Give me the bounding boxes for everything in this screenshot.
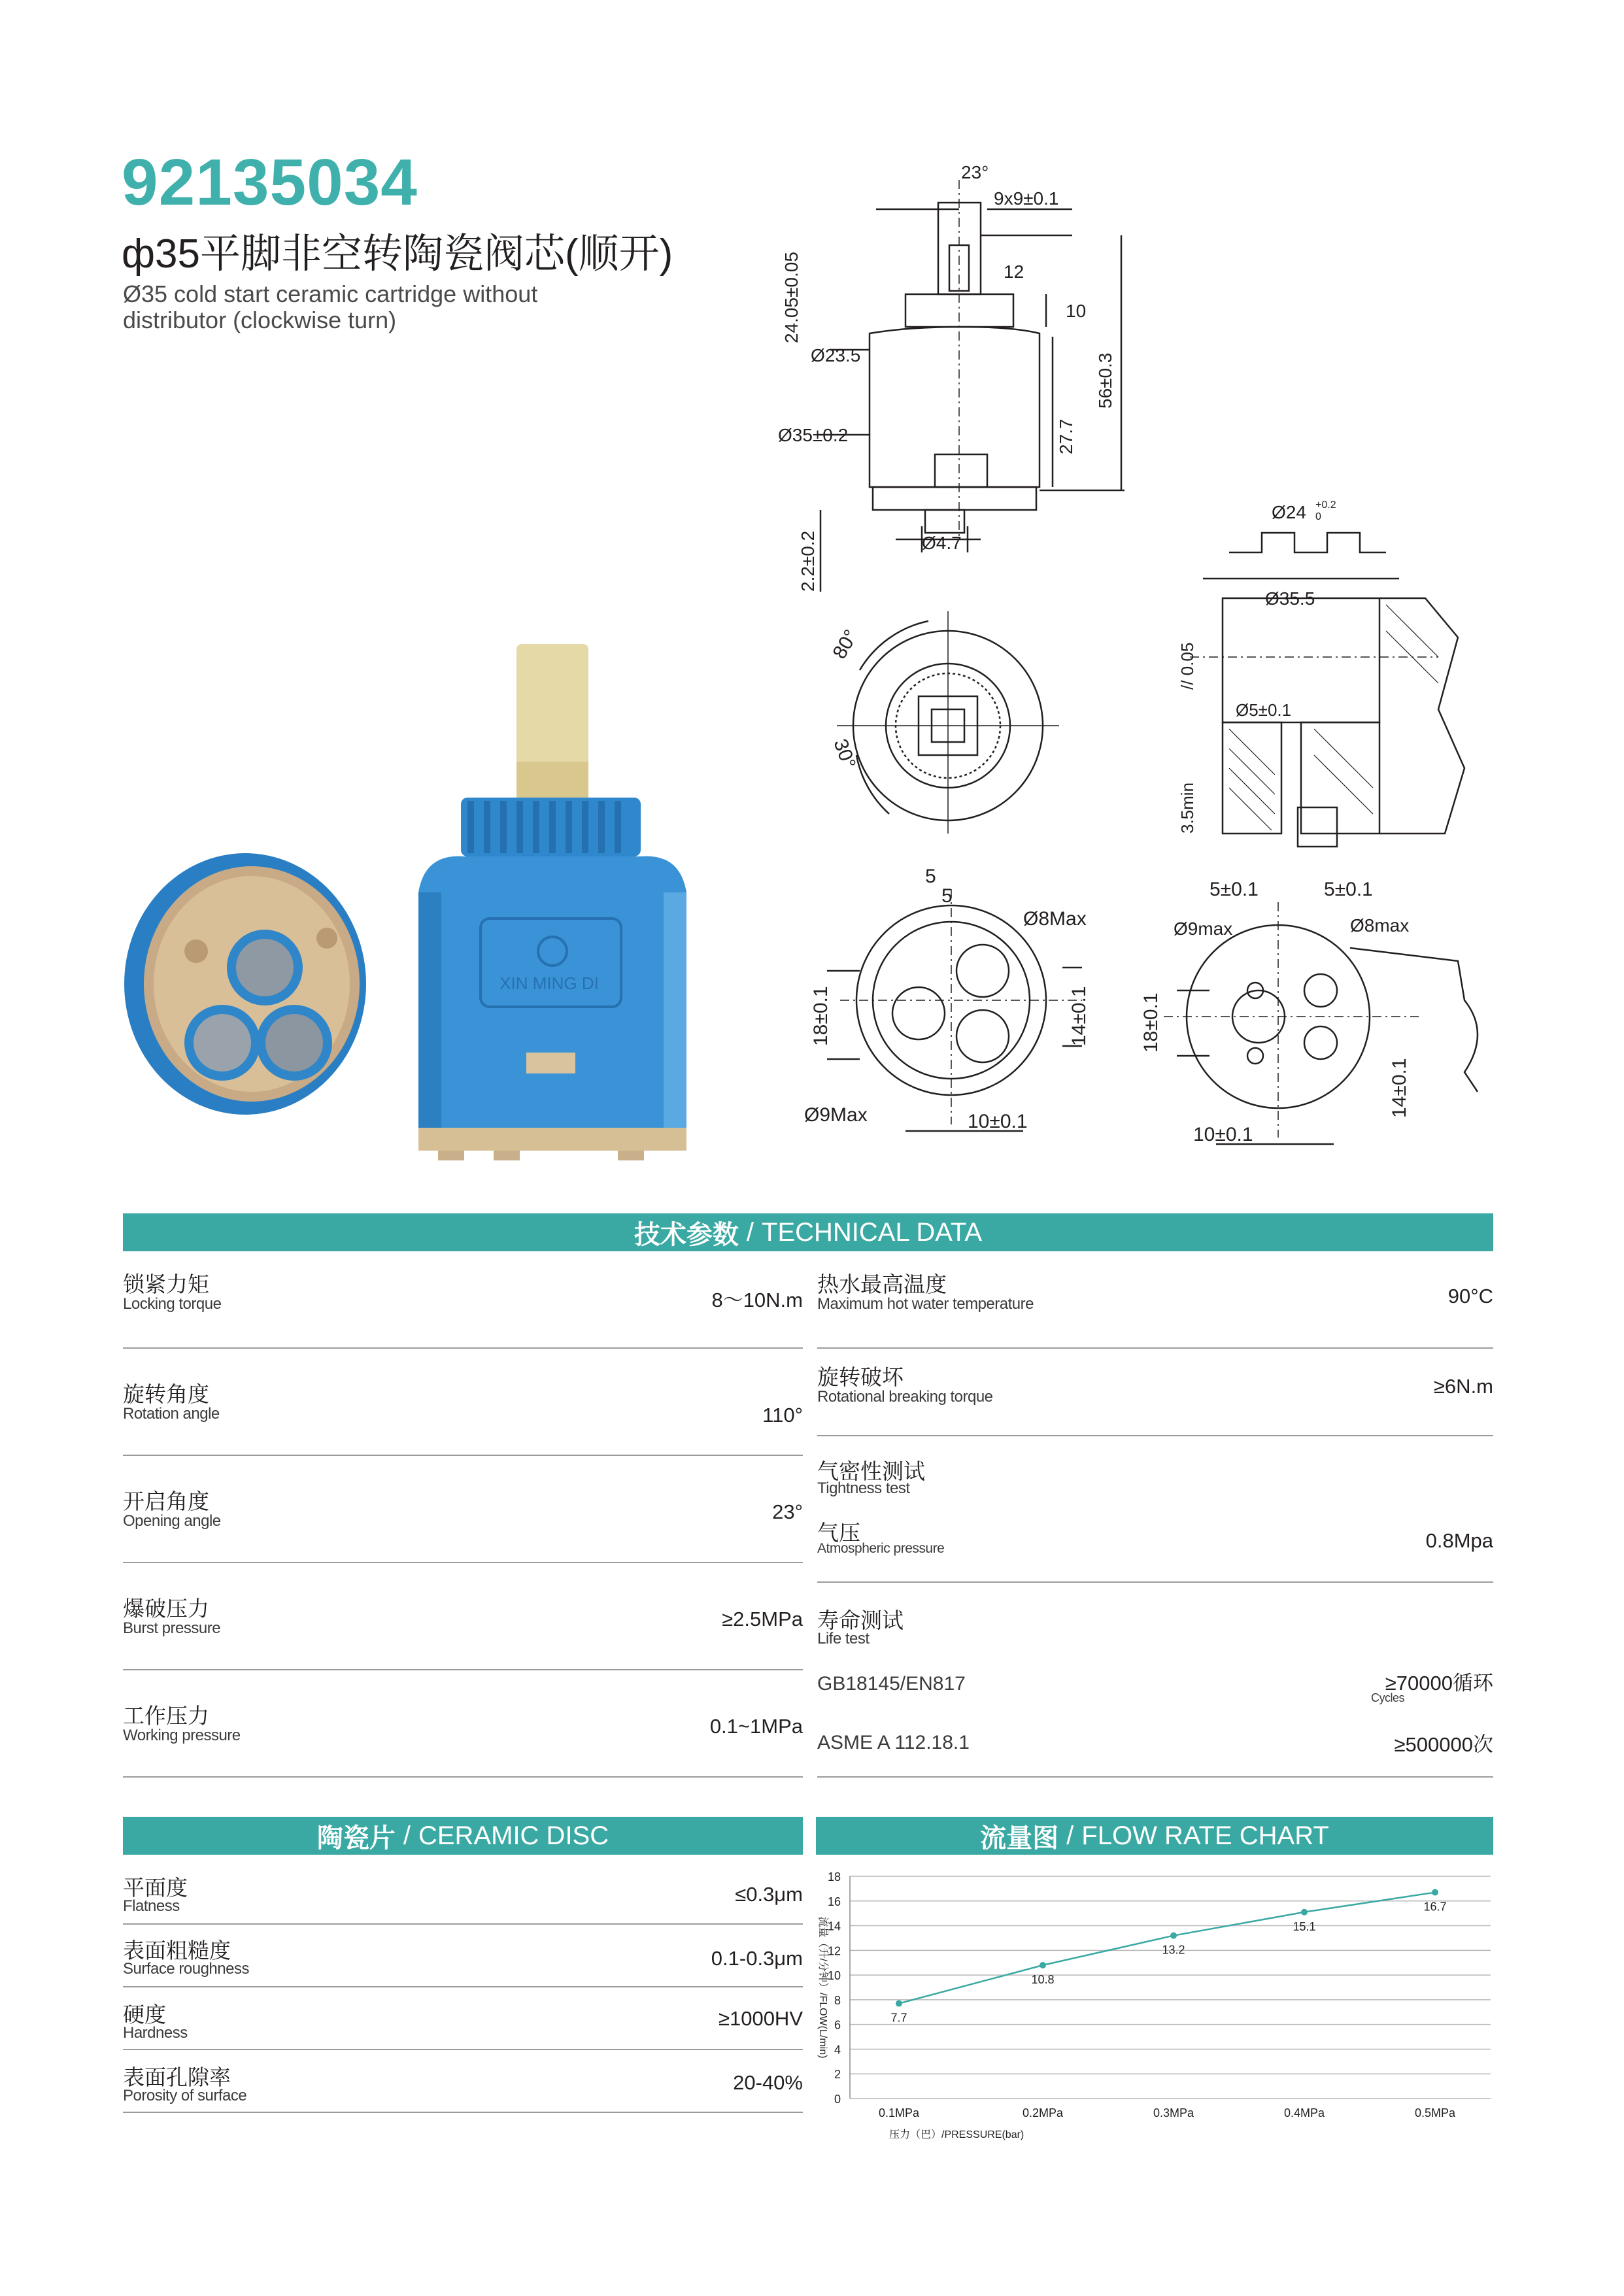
- seat-bottom-drawing: [1138, 876, 1517, 1151]
- product-photo: [118, 644, 719, 1160]
- dim-seat-w10: 10±0.1: [1193, 1124, 1253, 1145]
- dim-h18: 18±0.1: [810, 986, 832, 1046]
- dim-w10: 10±0.1: [968, 1111, 1028, 1132]
- tech-label-en: Burst pressure: [123, 1619, 221, 1637]
- dim-h10: 10: [1066, 301, 1087, 321]
- tech-label-cn: 工作压力: [123, 1704, 209, 1728]
- dim-h14: 14±0.1: [1068, 986, 1090, 1046]
- tech-value: 110°: [762, 1404, 803, 1427]
- ceramic-row-flatness: [123, 1859, 803, 1925]
- y-tick-label: 6: [834, 2018, 841, 2032]
- product-title-en: Ø35 cold start ceramic cartridge without distributor (clockwise turn): [123, 280, 538, 333]
- tech-value: 23°: [772, 1500, 803, 1523]
- flow-rate-chart: [811, 1857, 1497, 2144]
- life-value-2: ≥500000次: [1394, 1733, 1493, 1756]
- brand-text: XIN MING DI: [499, 973, 599, 993]
- tech-label-en: Rotational breaking torque: [817, 1388, 993, 1406]
- y-tick-label: 4: [834, 2043, 841, 2057]
- tech-label-en: Maximum hot water temperature: [817, 1295, 1034, 1313]
- dim-seat-5b: 5±0.1: [1324, 879, 1373, 900]
- dim-d9max: Ø9Max: [804, 1104, 868, 1126]
- x-tick-label: 0.3MPa: [1153, 2106, 1194, 2119]
- flow-point: [1432, 1889, 1438, 1896]
- tech-label-cn: 爆破压力: [123, 1596, 209, 1621]
- technical-title-cn: 技术参数: [634, 1220, 739, 1249]
- dim-d24: Ø24: [1272, 502, 1306, 522]
- tech-label-en: Working pressure: [123, 1727, 241, 1744]
- dim-min: 3.5min: [1177, 782, 1197, 834]
- y-tick-label: 16: [827, 1895, 841, 1908]
- y-tick-label: 14: [827, 1919, 841, 1933]
- tech-label-cn: 气密性测试: [817, 1459, 925, 1483]
- tech-label-en: Opening angle: [123, 1512, 221, 1530]
- y-tick-label: 10: [827, 1969, 841, 1983]
- tech-row-breaking-torque: [817, 1349, 1493, 1436]
- ceramic-value: 0.1-0.3μm: [711, 1947, 803, 1970]
- dim-seat-d9: Ø9max: [1174, 919, 1233, 939]
- y-tick-label: 2: [834, 2068, 841, 2082]
- tech-label-cn: 寿命测试: [817, 1608, 904, 1632]
- ceramic-label-en: Flatness: [123, 1897, 180, 1915]
- ceramic-row-hardness: [123, 1987, 803, 2050]
- flow-chart-header: 流量图 / FLOW RATE CHART: [816, 1817, 1493, 1855]
- ceramic-label-cn: 表面粗糙度: [123, 1938, 231, 1963]
- tech-value: 0.8Mpa: [1425, 1529, 1493, 1552]
- tech-label-en: Rotation angle: [123, 1405, 220, 1423]
- model-number: 92135034: [122, 146, 418, 219]
- flow-title-cn: 流量图: [980, 1823, 1059, 1853]
- flow-point: [1040, 1962, 1046, 1968]
- dim-flatness: // 0.05: [1177, 642, 1197, 690]
- ceramic-value: ≤0.3μm: [735, 1883, 803, 1906]
- tech-row-opening-angle: [123, 1456, 803, 1563]
- cartridge-bottom-view: [124, 853, 366, 1115]
- tech-row-locking-torque: [123, 1258, 803, 1349]
- dim-angle-30: 30°: [829, 736, 860, 772]
- tech-row-burst-pressure: [123, 1563, 803, 1670]
- ceramic-disc-header: 陶瓷片 / CERAMIC DISC: [123, 1817, 803, 1855]
- life-standard-1: GB18145/EN817: [817, 1673, 966, 1695]
- dim-pin-dia: Ø4.7: [922, 533, 962, 553]
- cartridge-side-view: [418, 644, 686, 1160]
- ceramic-value: ≥1000HV: [718, 2007, 803, 2030]
- y-tick-label: 12: [827, 1944, 841, 1958]
- ceramic-row-roughness: [123, 1925, 803, 1987]
- tech-label-cn: 热水最高温度: [817, 1272, 947, 1296]
- tech-label-en: Tightness test: [817, 1479, 910, 1497]
- y-axis-title: 流量（升/分钟）/FLOW(L/min): [817, 1916, 828, 2059]
- ceramic-label-en: Porosity of surface: [123, 2087, 247, 2104]
- technical-title-en: TECHNICAL DATA: [762, 1217, 983, 1247]
- flow-data-label: 7.7: [890, 2011, 907, 2025]
- bottom-view-drawing: [801, 850, 1115, 1144]
- dim-body-dia: Ø35±0.2: [778, 425, 849, 445]
- tech-sublabel-cn: 气压: [817, 1521, 860, 1545]
- ceramic-label-cn: 平面度: [123, 1876, 188, 1900]
- dim-h12: 12: [1004, 262, 1024, 282]
- side-elevation-drawing: [765, 147, 1157, 598]
- tech-row-rotation-angle: [123, 1349, 803, 1456]
- life-value-1: ≥70000循环: [1385, 1672, 1493, 1695]
- tech-label-cn: 旋转角度: [123, 1382, 209, 1406]
- tech-label-cn: 锁紧力矩: [123, 1272, 209, 1296]
- flow-point: [1170, 1933, 1177, 1939]
- dim-5b: 5: [941, 885, 953, 907]
- dim-seat-d8: Ø8max: [1350, 915, 1410, 936]
- top-view-drawing: [811, 592, 1072, 840]
- product-title-cn: ф35平脚非空转陶瓷阀芯(顺开): [122, 231, 673, 277]
- dim-d24-tol-up: +0.2: [1315, 499, 1336, 511]
- dim-stem-height: 24.05±0.05: [781, 252, 802, 343]
- tech-value: ≥6N.m: [1433, 1375, 1493, 1398]
- dim-angle: 23°: [961, 162, 989, 182]
- technical-data-header: 技术参数 / TECHNICAL DATA: [123, 1213, 1493, 1251]
- dim-seat-h14: 14±0.1: [1389, 1058, 1410, 1118]
- tech-label-cn: 开启角度: [123, 1489, 209, 1513]
- ceramic-row-porosity: [123, 2050, 803, 2113]
- dim-total-height: 56±0.3: [1095, 352, 1115, 409]
- tech-row-tightness-test: [817, 1436, 1493, 1583]
- ceramic-value: 20-40%: [733, 2071, 803, 2094]
- ceramic-label-en: Surface roughness: [123, 1960, 249, 1978]
- ceramic-title-cn: 陶瓷片: [316, 1823, 396, 1853]
- x-tick-label: 0.5MPa: [1414, 2106, 1456, 2119]
- dim-d5: Ø5±0.1: [1236, 700, 1292, 720]
- tech-sublabel-en: Atmospheric pressure: [817, 1541, 945, 1556]
- flow-data-label: 13.2: [1162, 1943, 1185, 1957]
- tech-row-max-temperature: [817, 1258, 1493, 1349]
- tech-value: 90°C: [1447, 1285, 1493, 1308]
- dim-spline-dia: Ø23.5: [811, 345, 861, 365]
- ceramic-label-en: Hardness: [123, 2024, 188, 2042]
- flow-data-label: 15.1: [1293, 1919, 1316, 1933]
- tech-value: 8〜10N.m: [711, 1289, 803, 1311]
- y-tick-label: 18: [827, 1870, 841, 1883]
- x-tick-label: 0.4MPa: [1283, 2106, 1325, 2119]
- dim-d8max: Ø8Max: [1023, 908, 1087, 930]
- tech-label-cn: 旋转破坏: [817, 1365, 904, 1389]
- flow-title-en: FLOW RATE CHART: [1081, 1821, 1329, 1850]
- dim-body-height: 27.7: [1056, 418, 1076, 454]
- flow-point: [1301, 1909, 1308, 1916]
- tech-label-en: Life test: [817, 1630, 870, 1647]
- dim-feet-height: 2.2±0.2: [798, 530, 818, 592]
- ceramic-label-cn: 硬度: [123, 2002, 166, 2027]
- flow-data-label: 10.8: [1031, 1973, 1055, 1986]
- life-standard-2: ASME A 112.18.1: [817, 1732, 970, 1753]
- flow-data-label: 16.7: [1423, 1900, 1447, 1914]
- ceramic-label-cn: 表面孔隙率: [123, 2065, 231, 2089]
- tech-label-en: Locking torque: [123, 1295, 222, 1313]
- x-tick-label: 0.2MPa: [1022, 2106, 1064, 2119]
- dim-d24-tol-dn: 0: [1315, 511, 1321, 522]
- dim-stem: 9x9±0.1: [994, 188, 1059, 209]
- tech-row-working-pressure: [123, 1670, 803, 1778]
- seat-section-drawing: [1164, 494, 1530, 860]
- x-tick-label: 0.1MPa: [878, 2106, 920, 2119]
- dim-angle-80: 80°: [828, 626, 862, 663]
- flow-point: [896, 2001, 902, 2007]
- dim-seat-h18: 18±0.1: [1140, 992, 1162, 1053]
- tech-value: ≥2.5MPa: [722, 1608, 803, 1630]
- x-axis-title: 压力（巴）/PRESSURE(bar): [889, 2129, 1024, 2140]
- dim-seat-5a: 5±0.1: [1210, 879, 1259, 900]
- tech-row-life-test: [817, 1583, 1493, 1778]
- dim-d355: Ø35.5: [1265, 588, 1315, 609]
- ceramic-title-en: CERAMIC DISC: [418, 1821, 609, 1850]
- life-value-1-unit: Cycles: [1370, 1691, 1404, 1704]
- y-tick-label: 8: [834, 1993, 841, 2007]
- tech-value: 0.1~1MPa: [709, 1715, 803, 1738]
- y-tick-label: 0: [834, 2093, 841, 2106]
- dim-5a: 5: [925, 866, 936, 887]
